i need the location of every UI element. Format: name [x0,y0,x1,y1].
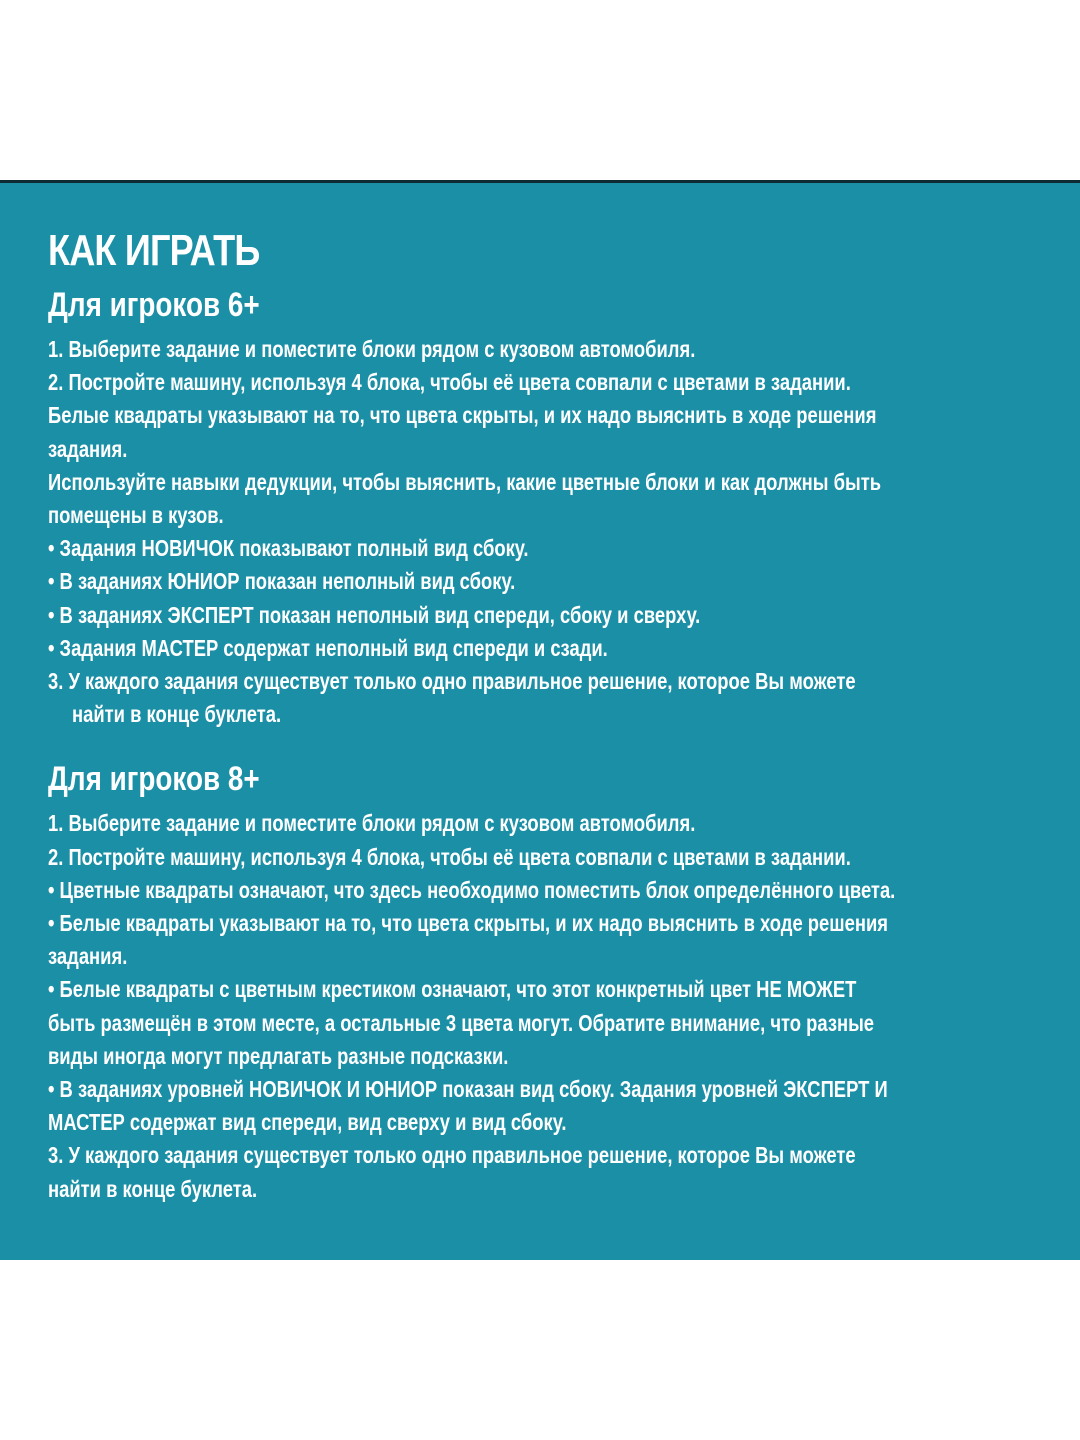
bullet-line: • Белые квадраты указывают на то, что цвета скрыты, и их надо выяснить в ходе решения [48,910,889,937]
instruction-line: быть размещён в этом месте, а остальные 3 цвета могут. Обратите внимание, что разные [48,1009,875,1036]
instruction-line: задания. [48,943,128,970]
bullet-line: • В заданиях уровней НОВИЧОК И ЮНИОР показан вид сбоку. Задания уровней ЭКСПЕРТ И [48,1076,888,1103]
instruction-line: найти в конце буклета. [48,1175,258,1202]
section-heading: Для игроков 8+ [48,760,260,799]
instruction-line: виды иногда могут предлагать разные подсказки. [48,1042,509,1069]
instruction-line: 2. Постройте машину, используя 4 блока, чтобы её цвета совпали с цветами в задании. [48,369,851,396]
instruction-line: помещены в кузов. [48,502,224,529]
section-heading: Для игроков 6+ [48,286,260,324]
instruction-line: МАСТЕР содержат вид спереди, вид сверху и вид сбоку. [48,1109,567,1136]
instruction-line: найти в конце буклета. [72,701,282,728]
instruction-line: задания. [48,435,128,462]
page-title: КАК ИГРАТЬ [48,226,260,275]
instruction-line: Используйте навыки дедукции, чтобы выяснить, какие цветные блоки и как должны быть [48,468,882,495]
instruction-line: Белые квадраты указывают на то, что цвета скрыты, и их надо выяснить в ходе решения [48,402,877,429]
bullet-line: • Задания МАСТЕР содержат неполный вид спереди и сзади. [48,634,608,661]
instruction-line: 3. У каждого задания существует только одно правильное решение, которое Вы можете [48,1142,856,1169]
instruction-line: 3. У каждого задания существует только одно правильное решение, которое Вы можете [48,668,856,695]
bullet-line: • Задания НОВИЧОК показывают полный вид сбоку. [48,535,529,562]
section-ages-8-plus [48,757,1050,1205]
bullet-line: • В заданиях ЮНИОР показан неполный вид сбоку. [48,568,516,595]
bullet-line: • Белые квадраты с цветным крестиком означают, что этот конкретный цвет НЕ МОЖЕТ [48,976,857,1003]
instruction-line: 2. Постройте машину, используя 4 блока, чтобы её цвета совпали с цветами в задании. [48,843,851,870]
instruction-line: 1. Выберите задание и поместите блоки рядом с кузовом автомобиля. [48,810,696,837]
instructions-panel [0,180,1080,1260]
bullet-line: • В заданиях ЭКСПЕРТ показан неполный вид спереди, сбоку и сверху. [48,601,701,628]
instruction-line: 1. Выберите задание и поместите блоки рядом с кузовом автомобиля. [48,336,696,362]
section-ages-6-plus [48,283,1050,731]
bullet-line: • Цветные квадраты означают, что здесь необходимо поместить блок определённого цвета. [48,876,896,903]
